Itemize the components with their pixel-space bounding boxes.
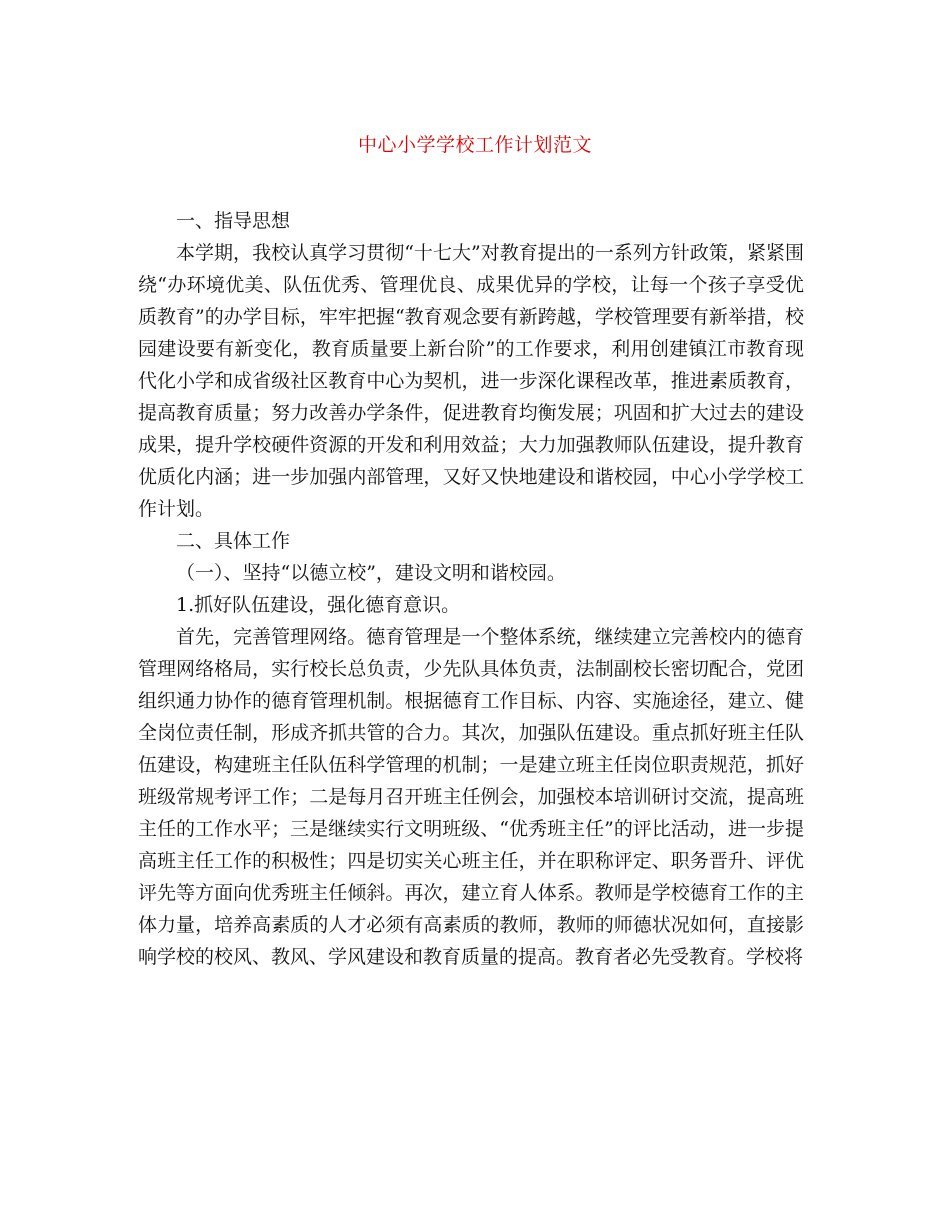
subsection-heading: （一）、坚持“以德立校”，建设文明和谐校园。 (176, 562, 566, 584)
section-heading-specific-work: 二、具体工作 (176, 530, 291, 552)
body-paragraph: 首先，完善管理网络。德育管理是一个整体系统，继续建立完善校内的德育管理网络格局，实行校长总负责，少先队具体负责，法制副校长密切配合，党团组织通力协作的德育管理机制。根据德育工作目标、内容、实施途径，建立、健全岗位责任制，形成齐抓共管的合力。其次，加强队伍建设。重点抓好班主任队伍建设，构建班主任队伍科学管理的机制；一是建立班主任岗位职责规范，抓好班级常规考评工作；二是每月召开班主任例会，加强校本培训研讨交流，提高班主任的工作水平；三是继续实行文明班级、“优秀班主任”的评比活动，进一步提高班主任工作的积极性；四是切实关心班主任，并在职称评定、职务晋升、评优评先等方面向优秀班主任倾斜。再次，建立育人体系。教师是学校德育工作的主体力量，培养高素质的人才必须有高素质的教师，教师的师德状况如何，直接影响学校的校风、教风、学风建设和教育质量的提高。教育者必先受教育。学校将 (138, 626, 804, 968)
section-heading-guiding-thought: 一、指导思想 (176, 210, 291, 232)
document-body (138, 205, 804, 973)
document-title: 中心小学学校工作计划范文 (357, 134, 592, 156)
numbered-item: 1.抓好队伍建设，强化德育意识。 (176, 594, 461, 616)
body-paragraph: 本学期，我校认真学习贯彻“十七大”对教育提出的一系列方针政策，紧紧围绕“办环境优美、队伍优秀、管理优良、成果优异的学校，让每一个孩子享受优质教育”的办学目标，牢牢把握“教育观念要有新跨越，学校管理要有新举措，校园建设要有新变化，教育质量要上新台阶”的工作要求，利用创建镇江市教育现代化小学和成省级社区教育中心为契机，进一步深化课程改革，推进素质教育，提高教育质量；努力改善办学条件，促进教育均衡发展；巩固和扩大过去的建设成果，提升学校硬件资源的开发和利用效益；大力加强教师队伍建设，提升教育优质化内涵；进一步加强内部管理，又好又快地建设和谐校园，中心小学学校工作计划。 (138, 242, 804, 520)
